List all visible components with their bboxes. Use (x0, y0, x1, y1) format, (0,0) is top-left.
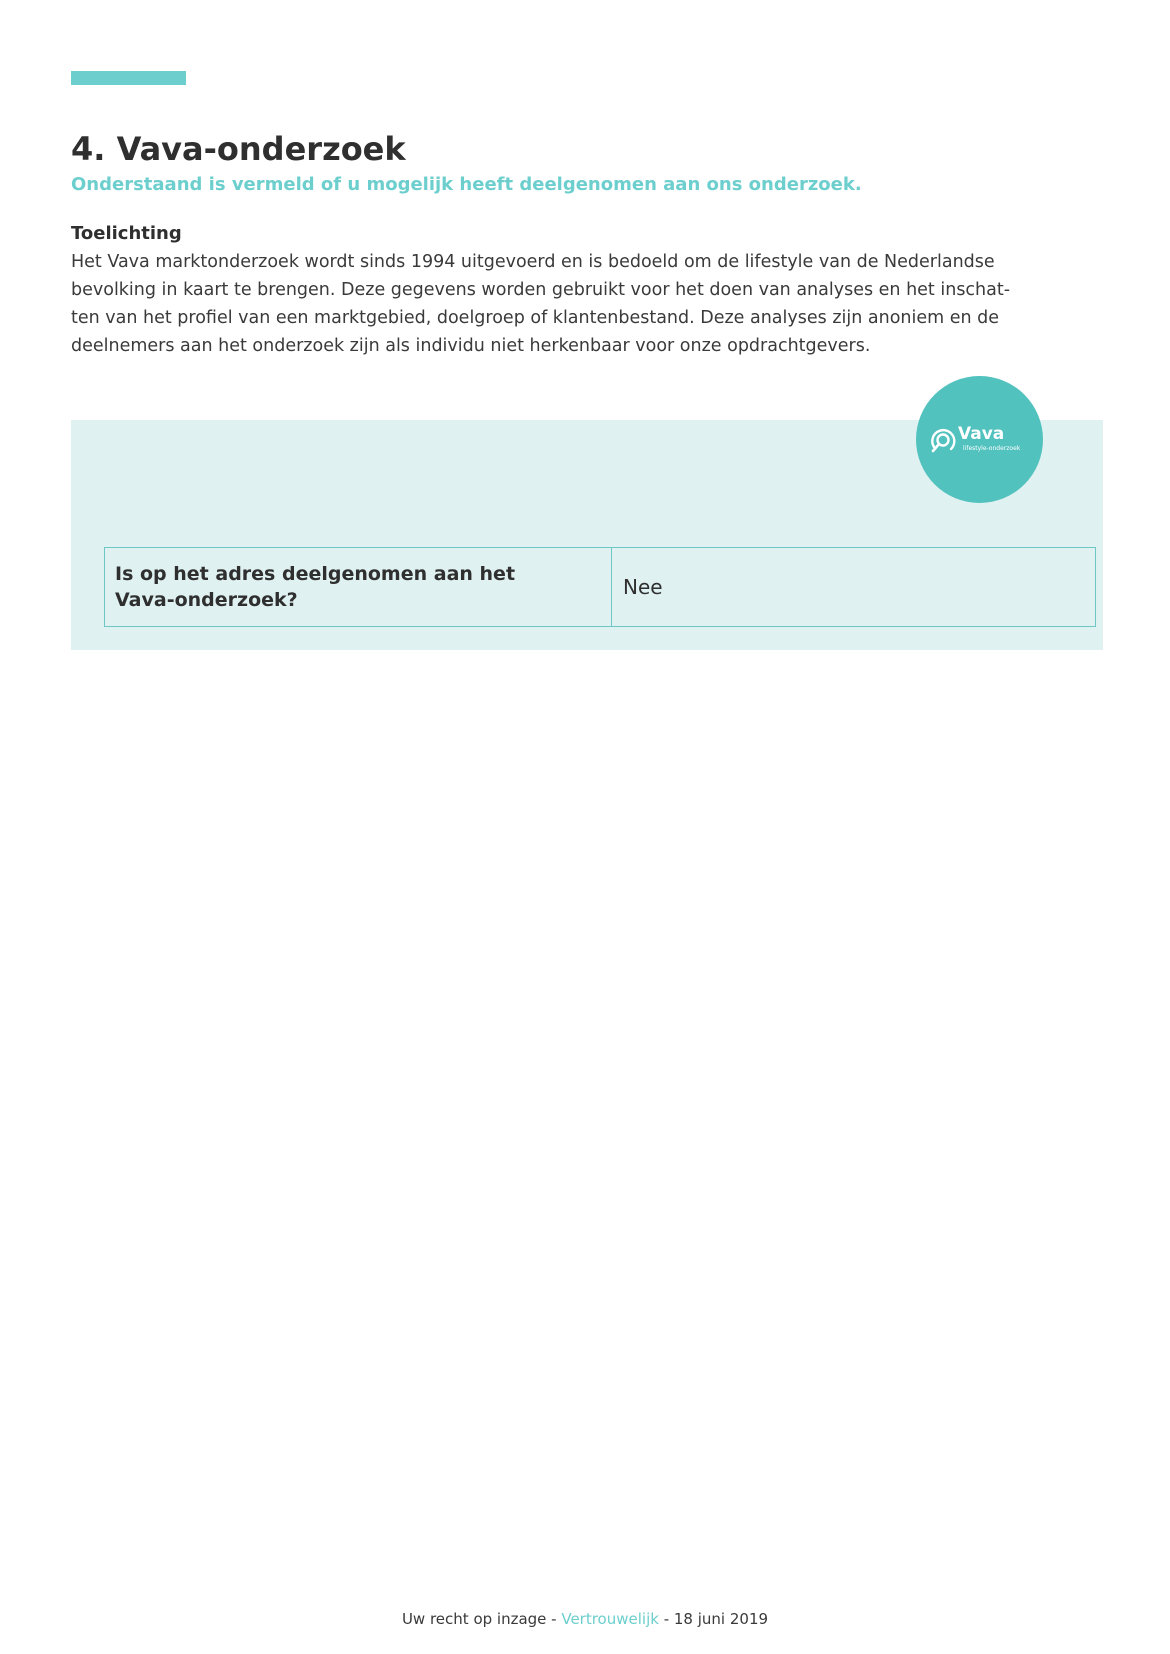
question-cell (105, 548, 612, 627)
question-line: Is op het adres deelgenomen aan het (115, 563, 516, 585)
footer-suffix: - 18 juni 2019 (658, 1610, 769, 1628)
page-footer (0, 1610, 1170, 1628)
vava-magnifier-icon (929, 426, 959, 456)
footer-prefix: Uw recht op inzage - (401, 1610, 562, 1628)
page-subtitle: Onderstaand is vermeld of u mogelijk heeft deelgenomen aan ons onderzoek. (71, 174, 862, 195)
question-line: Vava-onderzoek? (115, 589, 298, 611)
explanation-line: deelnemers aan het onderzoek zijn als individu niet herkenbaar voor onze opdrachtgevers. (71, 336, 871, 356)
explanation-line: Het Vava marktonderzoek wordt sinds 1994 uitgevoerd en is bedoeld om de lifestyle van de Nederlandse (71, 252, 995, 272)
explanation-heading: Toelichting (71, 223, 182, 244)
answer-table (104, 547, 1096, 627)
explanation-body (71, 248, 1111, 360)
vava-logo (916, 376, 1043, 503)
explanation-line: ten van het profiel van een marktgebied, doelgroep of klantenbestand. Deze analyses zijn anoniem en de (71, 308, 1000, 328)
footer-confidential: Vertrouwelijk (561, 1610, 659, 1628)
explanation-line: bevolking in kaart te brengen. Deze gegevens worden gebruikt voor het doen van analyses en het inschat- (71, 280, 1011, 300)
table-row (105, 548, 1096, 627)
logo-tagline: lifestyle-onderzoek (963, 445, 1021, 452)
answer-cell: Nee (612, 548, 1096, 627)
accent-bar (71, 71, 186, 85)
logo-wordmark: Vava (958, 424, 1005, 444)
page-title: 4. Vava-onderzoek (71, 130, 406, 168)
